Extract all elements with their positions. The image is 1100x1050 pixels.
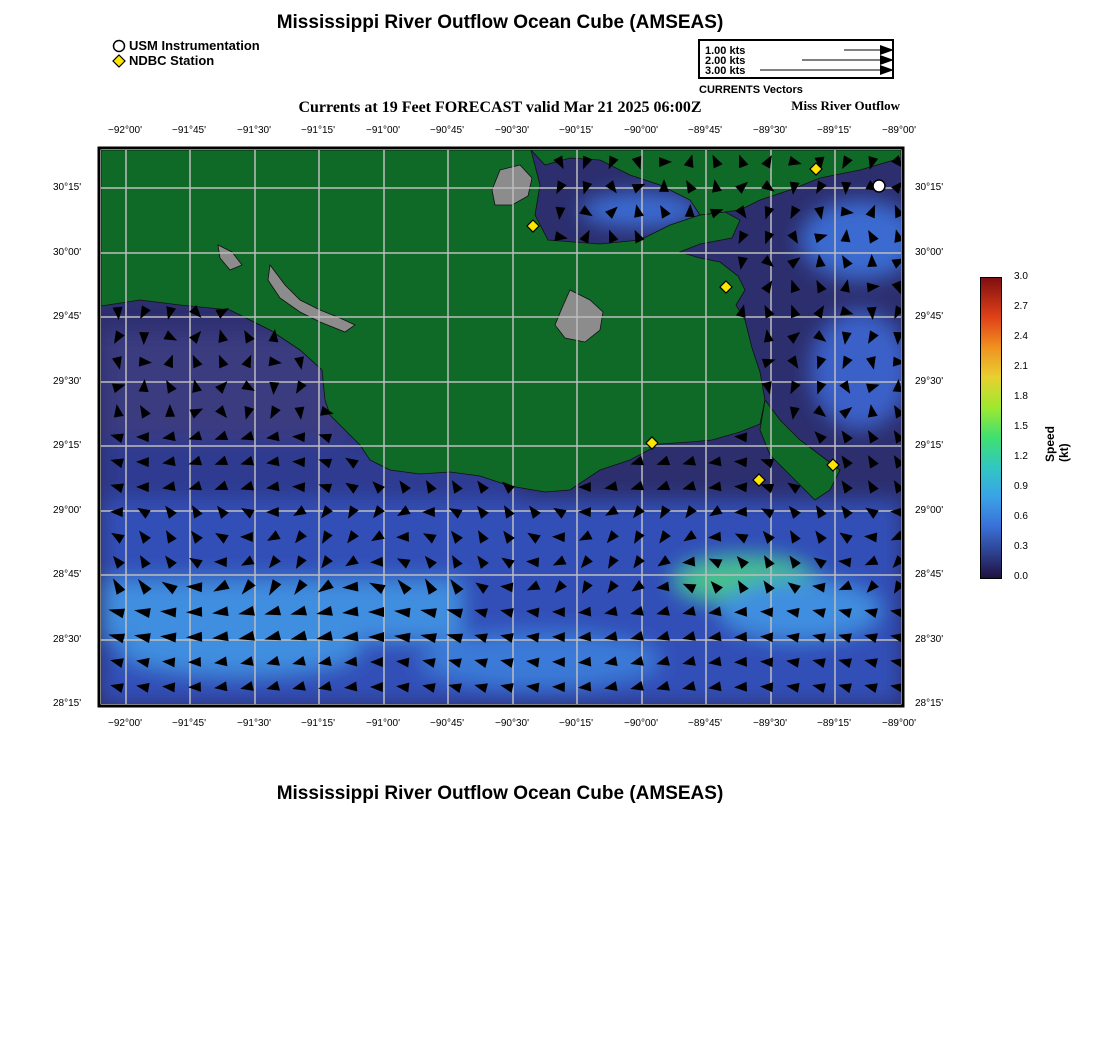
lon-tick: −91°15' bbox=[301, 718, 335, 729]
lon-tick: −90°15' bbox=[559, 125, 593, 136]
lon-tick: −89°45' bbox=[688, 125, 722, 136]
colorbar-label: 2.1 bbox=[1014, 361, 1028, 372]
colorbar-label: 0.6 bbox=[1014, 511, 1028, 522]
lon-tick: −91°00' bbox=[366, 718, 400, 729]
lon-tick: −90°45' bbox=[430, 718, 464, 729]
lon-tick: −91°00' bbox=[366, 125, 400, 136]
lat-tick: 30°15' bbox=[53, 182, 82, 193]
usm-station-marker bbox=[873, 180, 885, 192]
colorbar-label: 2.7 bbox=[1014, 301, 1028, 312]
colorbar-title: Speed (kt) bbox=[1043, 425, 1071, 462]
lon-tick: −91°45' bbox=[172, 125, 206, 136]
colorbar-label: 2.4 bbox=[1014, 331, 1028, 342]
colorbar-label: 1.5 bbox=[1014, 421, 1028, 432]
lat-tick: 29°15' bbox=[53, 440, 82, 451]
colorbar-label: 3.0 bbox=[1014, 271, 1028, 282]
lat-tick: 29°15' bbox=[915, 440, 944, 451]
bottom-title: Mississippi River Outflow Ocean Cube (AMSEAS) bbox=[276, 783, 724, 804]
lon-tick: −89°30' bbox=[753, 718, 787, 729]
lat-tick: 29°30' bbox=[915, 376, 944, 387]
lat-tick: 28°45' bbox=[915, 569, 944, 580]
lon-tick: −91°30' bbox=[237, 125, 271, 136]
vector-legend-title: CURRENTS Vectors bbox=[699, 84, 803, 96]
colorbar-label: 0.0 bbox=[1014, 571, 1028, 582]
lat-tick: 30°00' bbox=[915, 247, 944, 258]
lat-tick: 28°30' bbox=[915, 634, 944, 645]
lat-tick: 28°15' bbox=[53, 698, 82, 709]
colorbar-label: 1.2 bbox=[1014, 451, 1028, 462]
lat-tick: 30°15' bbox=[915, 182, 944, 193]
lon-tick: −90°45' bbox=[430, 125, 464, 136]
map-title: Mississippi River Outflow Ocean Cube (AMSEAS) bbox=[276, 12, 724, 33]
lon-tick: −89°45' bbox=[688, 718, 722, 729]
lat-tick: 29°30' bbox=[53, 376, 82, 387]
vector-label-1: 1.00 kts bbox=[705, 45, 746, 57]
lon-tick: −90°15' bbox=[559, 718, 593, 729]
lon-tick: −91°15' bbox=[301, 125, 335, 136]
lon-tick: −89°30' bbox=[753, 125, 787, 136]
lon-tick: −89°15' bbox=[817, 718, 851, 729]
lon-tick: −90°30' bbox=[495, 718, 529, 729]
colorbar-label: 0.3 bbox=[1014, 541, 1028, 552]
legend-ndbc-label: NDBC Station bbox=[129, 53, 215, 68]
lon-tick: −90°30' bbox=[495, 125, 529, 136]
lat-tick: 30°00' bbox=[53, 247, 82, 258]
lat-tick: 29°00' bbox=[53, 505, 82, 516]
lon-tick: −89°00' bbox=[882, 125, 916, 136]
lat-tick: 28°30' bbox=[53, 634, 82, 645]
lat-tick: 29°00' bbox=[915, 505, 944, 516]
colorbar-label: 0.9 bbox=[1014, 481, 1028, 492]
lon-tick: −89°00' bbox=[882, 718, 916, 729]
map-subtitle: Currents at 19 Feet FORECAST valid Mar 21 2025 06:00Z bbox=[298, 99, 702, 116]
lon-tick: −91°30' bbox=[237, 718, 271, 729]
region-label: Miss River Outflow bbox=[791, 98, 900, 113]
lon-tick: −91°45' bbox=[172, 718, 206, 729]
speed-colorbar bbox=[980, 277, 1002, 579]
legend-usm-label: USM Instrumentation bbox=[129, 38, 260, 53]
lat-tick: 29°45' bbox=[915, 311, 944, 322]
lat-tick: 28°15' bbox=[915, 698, 944, 709]
lon-tick: −92°00' bbox=[108, 718, 142, 729]
vector-label-2: 2.00 kts bbox=[705, 55, 746, 67]
vector-label-3: 3.00 kts bbox=[705, 65, 746, 77]
lon-tick: −90°00' bbox=[624, 125, 658, 136]
lat-tick: 28°45' bbox=[53, 569, 82, 580]
lon-tick: −89°15' bbox=[817, 125, 851, 136]
lat-tick: 29°45' bbox=[53, 311, 82, 322]
lon-tick: −90°00' bbox=[624, 718, 658, 729]
lon-tick: −92°00' bbox=[108, 125, 142, 136]
colorbar-label: 1.8 bbox=[1014, 391, 1028, 402]
